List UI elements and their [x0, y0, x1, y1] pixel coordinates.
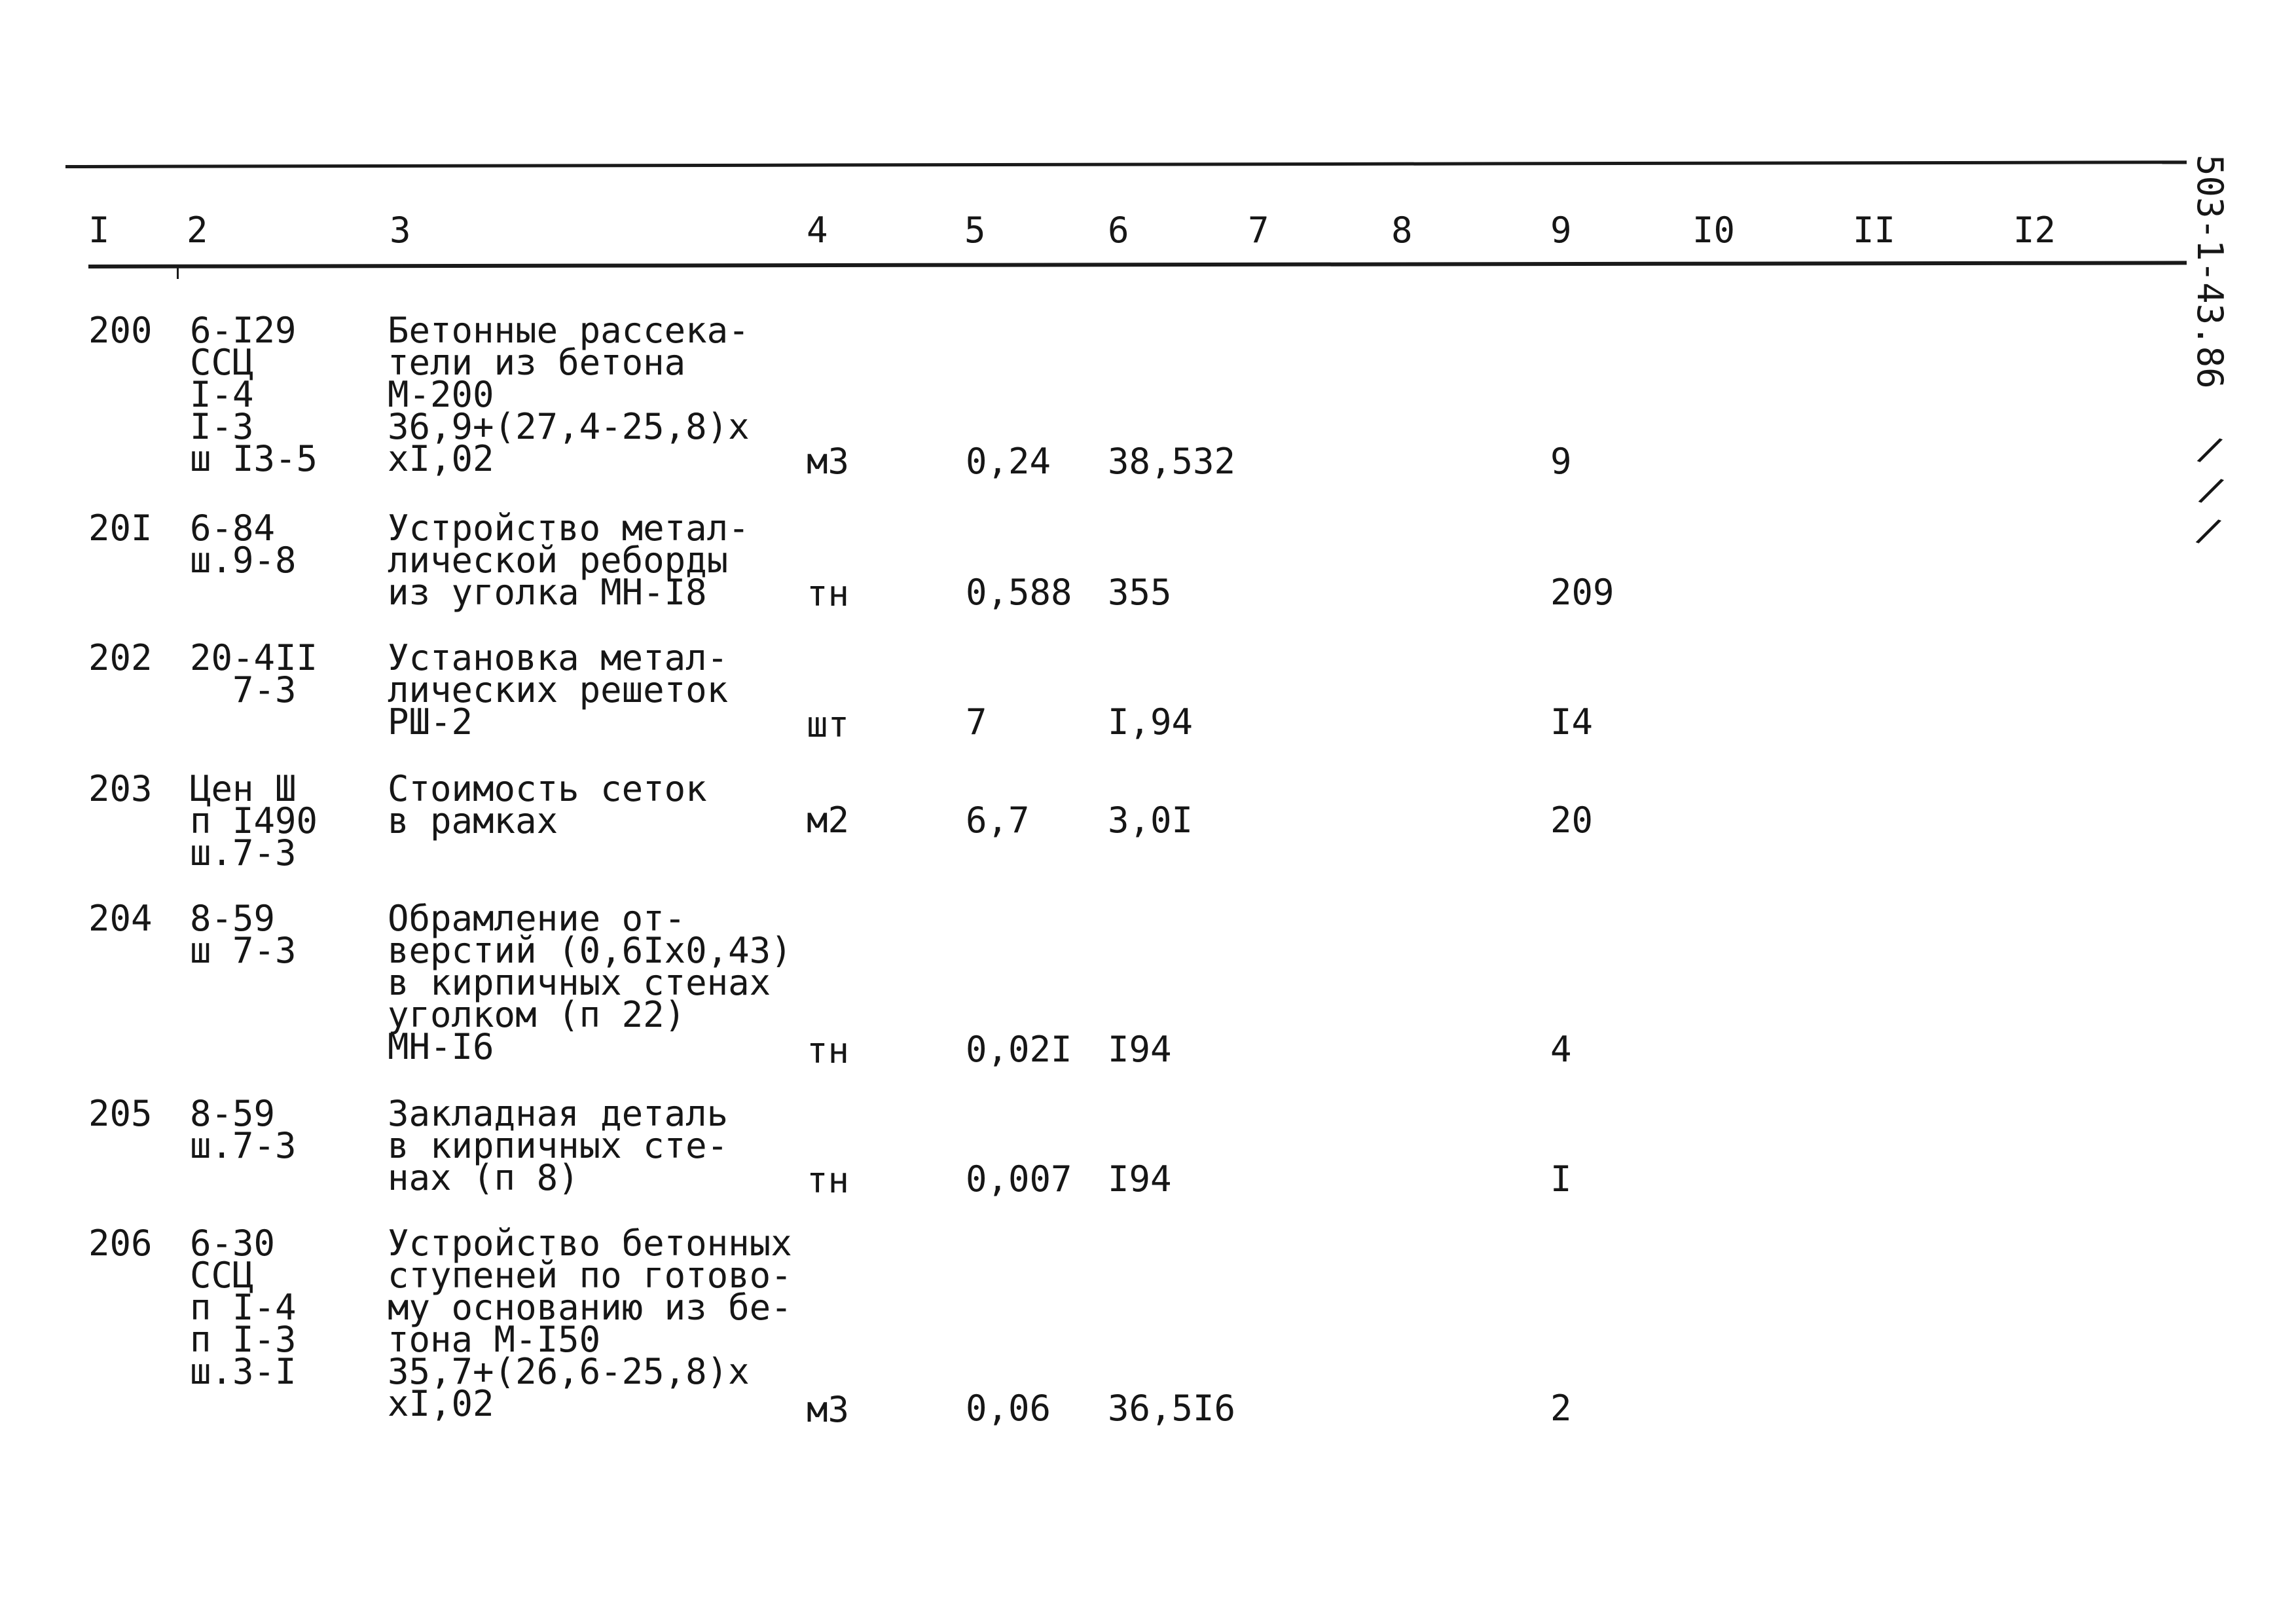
row-code: Цен Ш п I490 ш.7-3 — [190, 768, 318, 874]
row-number: 200 — [88, 310, 153, 351]
row-total: 209 — [1550, 572, 1614, 613]
column-header-12: I2 — [2013, 210, 2056, 251]
column-header-5: 5 — [964, 210, 986, 251]
document-code: 503-1-43.86 — [2189, 155, 2231, 389]
column-header-11: II — [1853, 210, 1896, 251]
row-total: 9 — [1550, 441, 1572, 482]
row-description: Устройство метал- лической реборды из уголка МН-I8 — [388, 507, 750, 613]
row-total: 20 — [1550, 800, 1594, 841]
top-rule — [65, 160, 2187, 168]
row-description: Установка метал- лических решеток РШ-2 — [388, 637, 729, 743]
row-unit-price: I,94 — [1108, 701, 1194, 743]
header-tick — [177, 265, 179, 279]
row-code: 8-59 ш.7-3 — [190, 1093, 297, 1166]
column-header-8: 8 — [1391, 210, 1413, 251]
row-unit-price: I94 — [1108, 1029, 1172, 1070]
row-code: 20-4II 7-3 — [190, 637, 318, 710]
row-description: Бетонные рассека- тели из бетона М-200 36,9+(27,4-25,8)х хI,02 — [388, 310, 750, 479]
row-code: 6-I29 ССЦ I-4 I-3 ш I3-5 — [190, 310, 318, 479]
column-header-3: 3 — [390, 210, 411, 251]
column-header-9: 9 — [1550, 210, 1572, 251]
row-number: 206 — [88, 1223, 153, 1264]
margin-mark: / — [2193, 426, 2228, 473]
row-unit-price: 36,5I6 — [1108, 1388, 1236, 1429]
row-description: Закладная деталь в кирпичных сте- нах (п 8) — [388, 1093, 729, 1198]
header-rule — [88, 261, 2187, 268]
row-unit-price: 3,0I — [1108, 800, 1194, 841]
row-code: 6-30 ССЦ п I-4 п I-3 ш.3-I — [190, 1223, 297, 1392]
row-unit-price: 38,532 — [1108, 441, 1236, 482]
column-header-1: I — [88, 210, 110, 251]
row-total: 2 — [1550, 1388, 1572, 1429]
row-number: 204 — [88, 898, 153, 939]
column-header-10: I0 — [1692, 210, 1736, 251]
document-code-stamp — [2187, 155, 2239, 430]
row-total: 4 — [1550, 1029, 1572, 1070]
column-header-4: 4 — [807, 210, 828, 251]
row-quantity: 7 — [966, 701, 987, 743]
row-code: 6-84 ш.9-8 — [190, 507, 297, 581]
row-quantity: 0,24 — [966, 441, 1051, 482]
row-unit-price: 355 — [1108, 572, 1172, 613]
row-unit: тн — [807, 1030, 850, 1071]
margin-mark: / — [2195, 467, 2229, 513]
row-code: 8-59 ш 7-3 — [190, 898, 297, 971]
column-header-6: 6 — [1108, 210, 1129, 251]
row-total: I4 — [1550, 701, 1594, 743]
row-unit: тн — [807, 573, 850, 614]
margin-mark: / — [2192, 507, 2227, 554]
row-number: 20I — [88, 507, 153, 549]
row-description: Стоимость сеток в рамках — [388, 768, 707, 841]
row-unit-price: I94 — [1108, 1158, 1172, 1200]
row-quantity: 0,588 — [966, 572, 1072, 613]
row-unit: м3 — [807, 1389, 850, 1430]
row-quantity: 0,06 — [966, 1388, 1051, 1429]
row-number: 203 — [88, 768, 153, 809]
row-unit: м3 — [807, 441, 850, 482]
row-description: Обрамление от- верстий (0,6Iх0,43) в кирпичных стенах уголком (п 22) МН-I6 — [388, 898, 792, 1067]
row-total: I — [1550, 1158, 1572, 1200]
row-number: 202 — [88, 637, 153, 678]
row-unit: тн — [807, 1160, 850, 1201]
row-description: Устройство бетонных ступеней по готово- му основанию из бе- тона М-I50 35,7+(26,6-25,8)х хI,02 — [388, 1223, 792, 1424]
row-quantity: 0,007 — [966, 1158, 1072, 1200]
row-unit: шт — [807, 704, 850, 745]
row-quantity: 6,7 — [966, 800, 1030, 841]
row-number: 205 — [88, 1093, 153, 1134]
column-header-2: 2 — [187, 210, 208, 251]
column-header-7: 7 — [1248, 210, 1269, 251]
row-unit: м2 — [807, 800, 850, 841]
row-quantity: 0,02I — [966, 1029, 1072, 1070]
